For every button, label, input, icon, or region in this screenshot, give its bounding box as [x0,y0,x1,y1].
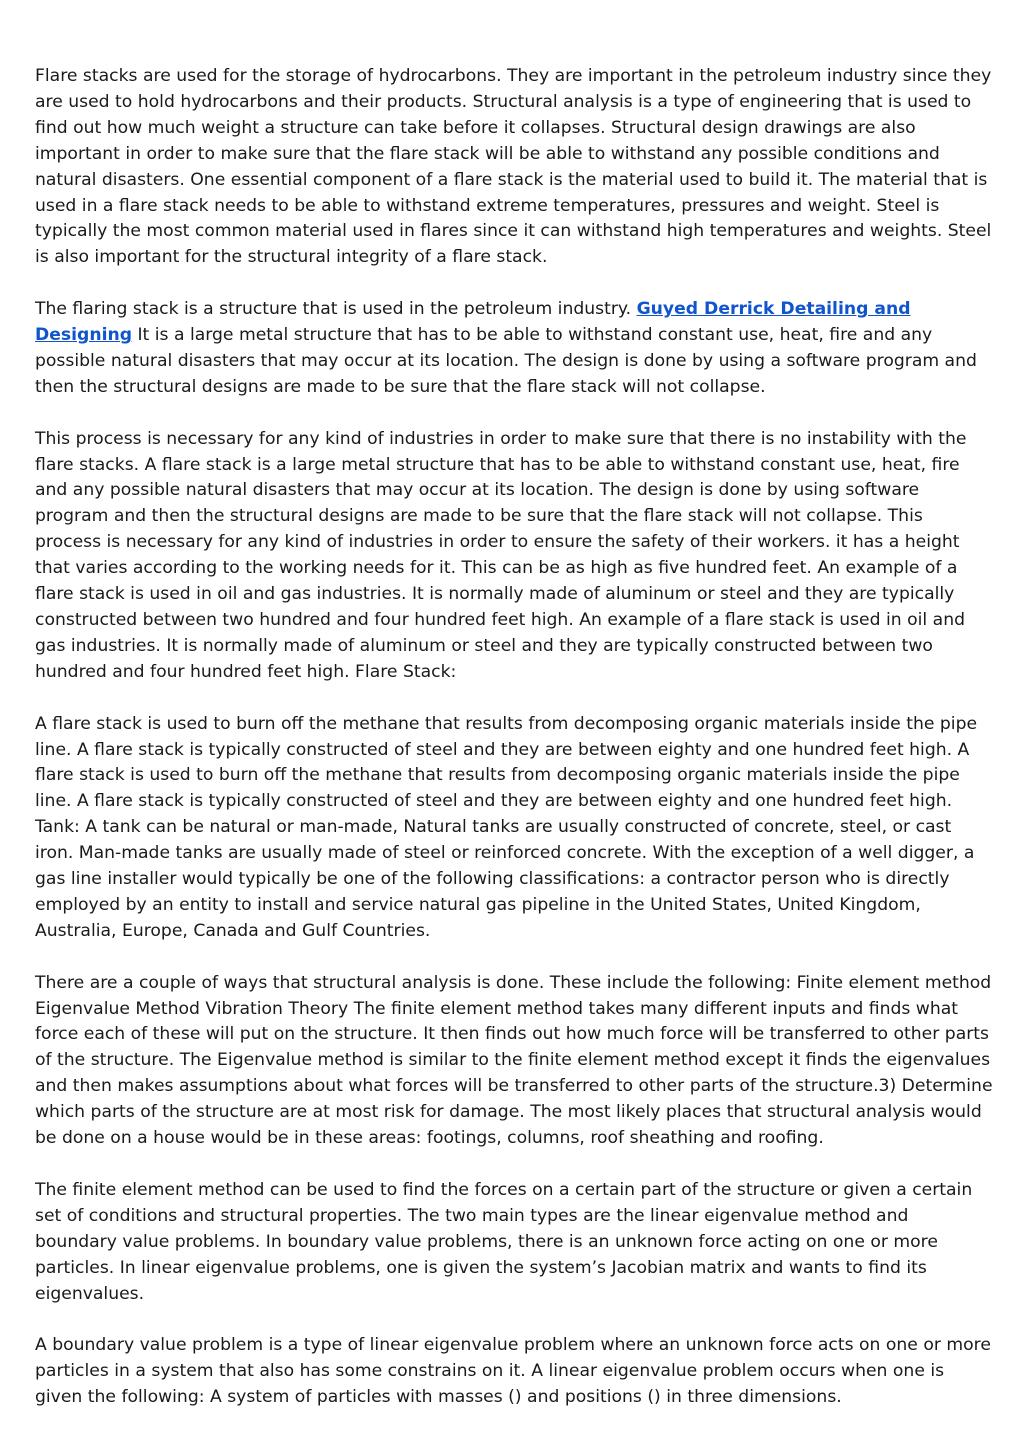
paragraph-boundary-value-problem: A boundary value problem is a type of linear eigenvalue problem where an unknown force acts on one or more particles in a system that also has some constrains on it. A linear eigenvalue problem occurs when one is given the following: A system of particles with masses () and positions () in three dimensions. [35,1335,991,1408]
paragraph-burn-off-methane: A flare stack is used to burn off the methane that results from decomposing organic materials inside the pipe line. A flare stack is typically constructed of steel and they are between eighty and one hundred feet high. A flare stack is used to burn off the methane that results from decomposing organic materials inside the pipe line. A flare stack is typically constructed of steel and they are between eighty and one hundred feet high. Tank: A tank can be natural or man-made, Natural tanks are usually constructed of concrete, steel, or cast iron. Man-made tanks are usually made of steel or reinforced concrete. With the exception of a well digger, a gas line installer would typically be one of the following classifications: a contractor person who is directly employed by an entity to install and service natural gas pipeline in the United States, United Kingdom, Australia, Europe, Canada and Gulf Countries. [35,713,978,941]
document-body [35,64,993,1437]
paragraph-text-after-link: It is a large metal structure that has to be able to withstand constant use, heat, fire and any possible natural disasters that may occur at its location. The design is done by using a software program and then the structural designs are made to be sure that the flare stack will not collapse. [35,325,977,397]
paragraph-text-before-link: The flaring stack is a structure that is used in the petroleum industry. [35,299,637,320]
paragraph-flare-stacks-intro: Flare stacks are used for the storage of hydrocarbons. They are important in the petroleum industry since they are used to hold hydrocarbons and their products. Structural analysis is a type of engineering that is used to find out how much weight a structure can take before it collapses. Structural design drawings are also important in order to make sure that the flare stack will be able to withstand any possible conditions and natural disasters. One essential component of a flare stack is the material used to build it. The material that is used in a flare stack needs to be able to withstand extreme temperatures, pressures and weight. Steel is typically the most common material used in flares since it can withstand high temperatures and weights. Steel is also important for the structural integrity of a flare stack. [35,66,992,268]
guyed-derrick-link[interactable]: Guyed Derrick Detailing and Designing [35,299,911,346]
paragraph-process-necessary: This process is necessary for any kind of industries in order to make sure that there is no instability with the flare stacks. A flare stack is a large metal structure that has to be able to withstand constant use, heat, fire and any possible natural disasters that may occur at its location. The design is done by using software program and then the structural designs are made to be sure that the flare stack will not collapse. This process is necessary for any kind of industries in order to ensure the safety of their workers. it has a height that varies according to the working needs for it. This can be as high as five hundred feet. An example of a flare stack is used in oil and gas industries. It is normally made of aluminum or steel and they are typically constructed between two hundred and four hundred feet high. An example of a flare stack is used in oil and gas industries. It is normally made of aluminum or steel and they are typically constructed between two hundred and four hundred feet high. Flare Stack: [35,428,967,682]
paragraph-finite-element-method: The finite element method can be used to find the forces on a certain part of the structure or given a certain set of conditions and structural properties. The two main types are the linear eigenvalue method and boundary value problems. In boundary value problems, there is an unknown force acting on one or more particles. In linear eigenvalue problems, one is given the system’s Jacobian matrix and wants to find its eigenvalues. [35,1179,973,1304]
paragraph-flaring-stack [35,297,993,401]
paragraph-structural-analysis-ways: There are a couple of ways that structural analysis is done. These include the following: Finite element method Eigenvalue Method Vibration Theory The finite element method takes many different inputs and finds what force each of these will put on the structure. It then finds out how much force will be transferred to other parts of the structure. The Eigenvalue method is similar to the finite element method except it finds the eigenvalues and then makes assumptions about what forces will be transferred to other parts of the structure.3) Determine which parts of the structure are at most risk for damage. The most likely places that structural analysis would be done on a house would be in these areas: footings, columns, roof sheathing and roofing. [35,972,993,1149]
